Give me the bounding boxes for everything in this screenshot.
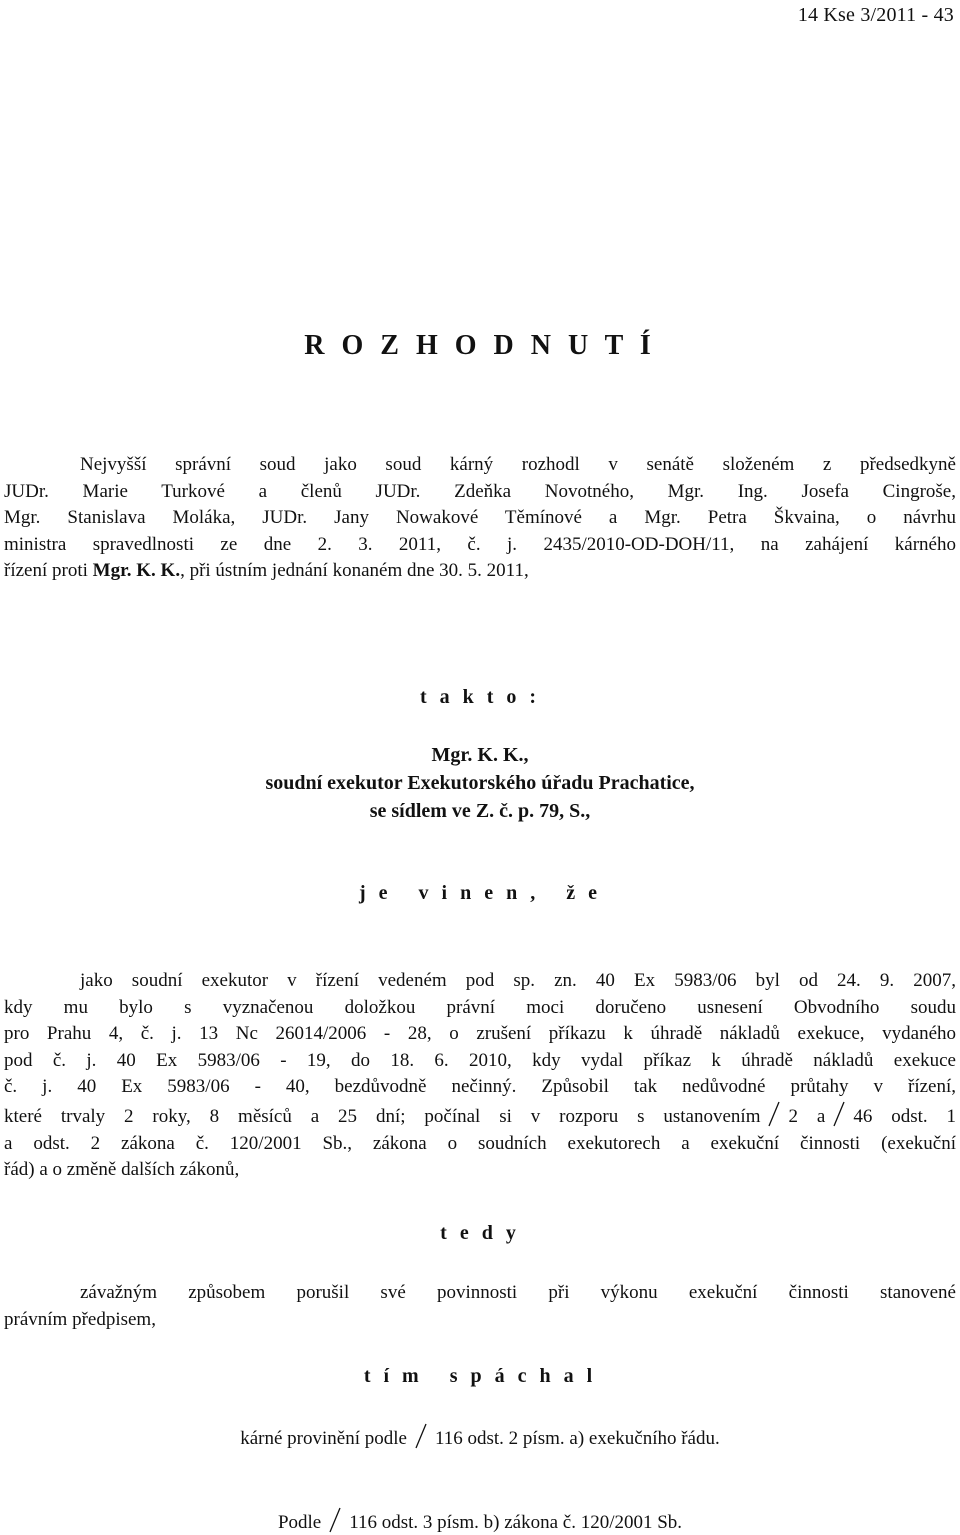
- committed-heading: t í m s p á c h a l: [363, 1365, 597, 1387]
- duty-paragraph: [4, 1280, 956, 1333]
- intro-line-5: [4, 558, 956, 585]
- facts-line-3: pro Prahu 4, č. j. 13 Nc 26014/2006 - 28, o zrušení příkazu k úhradě nákladů exekuce, vydaného: [4, 1023, 956, 1045]
- duty-line-1: závažným způsobem porušil své povinnosti při výkonu exekuční činnosti stanovené: [80, 1282, 956, 1303]
- facts-line-6-ref-2: 46 odst. 1: [853, 1105, 957, 1127]
- penalty-text-end: 116 odst. 3 písm. b) zákona č. 120/2001 Sb.: [349, 1512, 683, 1533]
- decision-title: R O Z H O D N U T Í: [304, 330, 656, 361]
- offence-text-end: 116 odst. 2 písm. a) exekučního řádu.: [434, 1428, 720, 1449]
- section-sign-icon: [766, 1101, 782, 1127]
- facts-line-6: [4, 1101, 956, 1131]
- facts-line-6-ref-1: 2 a: [788, 1105, 826, 1127]
- section-sign-icon: [327, 1507, 343, 1533]
- tedy-heading: t e d y: [440, 1222, 520, 1244]
- intro-line-2: JUDr. Marie Turkové a členů JUDr. Zdeňka Novotného, Mgr. Ing. Josefa Cingroše,: [4, 480, 956, 502]
- party-seat: se sídlem ve Z. č. p. 79, S.,: [369, 800, 591, 822]
- defendant-name: Mgr. K. K.: [92, 560, 181, 582]
- facts-line-7: a odst. 2 zákona č. 120/2001 Sb., zákona o soudních exekutorech a exekuční činnosti (exekuční: [4, 1132, 956, 1154]
- party-block: [0, 741, 960, 825]
- facts-line-4: pod č. j. 40 Ex 5983/06 - 19, do 18. 6. 2010, kdy vydal příkaz k úhradě nákladů exekuce: [4, 1049, 956, 1071]
- facts-line-2: kdy mu bylo s vyznačenou doložkou právní moci doručeno usnesení Obvodního soudu: [4, 996, 956, 1018]
- facts-line-8: řád) a o změně dalších zákonů,: [4, 1159, 240, 1181]
- party-role: soudní exekutor Exekutorského úřadu Prachatice,: [265, 772, 695, 794]
- party-name: Mgr. K. K.,: [431, 744, 529, 766]
- offence-text-start: kárné provinění podle: [240, 1428, 407, 1449]
- intro-line-4: ministra spravedlnosti ze dne 2. 3. 2011, č. j. 2435/2010-OD-DOH/11, na zahájení kárného: [4, 533, 956, 555]
- intro-paragraph: [4, 452, 956, 585]
- penalty-text-start: Podle: [277, 1512, 322, 1533]
- facts-paragraph: [4, 968, 956, 1184]
- duty-line-2: právním předpisem,: [4, 1308, 156, 1330]
- guilty-heading: j e v i n e n , ž e: [359, 882, 601, 904]
- facts-line-5: č. j. 40 Ex 5983/06 - 40, bezdůvodně nečinný. Způsobil tak nedůvodné průtahy v řízení,: [4, 1076, 956, 1098]
- facts-line-6-start: které trvaly 2 roky, 8 měsíců a 25 dní; počínal si v rozporu s ustanovením: [4, 1105, 761, 1127]
- intro-line-5-end: , při ústním jednání konaném dne 30. 5. 2011,: [180, 560, 529, 582]
- takto-heading: t a k t o :: [419, 686, 541, 708]
- offence-line: [0, 1423, 960, 1450]
- section-sign-icon: [831, 1101, 847, 1127]
- facts-line-1: jako soudní exekutor v řízení vedeném pod sp. zn. 40 Ex 5983/06 byl od 24. 9. 2007,: [80, 970, 956, 991]
- case-number: 14 Kse 3/2011 - 43: [797, 4, 954, 26]
- intro-line-3: Mgr. Stanislava Moláka, JUDr. Jany Nowakové Těmínové a Mgr. Petra Škvaina, o návrhu: [4, 507, 956, 529]
- intro-line-5-start: řízení proti: [4, 560, 93, 582]
- intro-line-1: Nejvyšší správní soud jako soud kárný rozhodl v senátě složeném z předsedkyně: [80, 454, 956, 475]
- penalty-line: [0, 1507, 960, 1534]
- section-sign-icon: [413, 1423, 429, 1449]
